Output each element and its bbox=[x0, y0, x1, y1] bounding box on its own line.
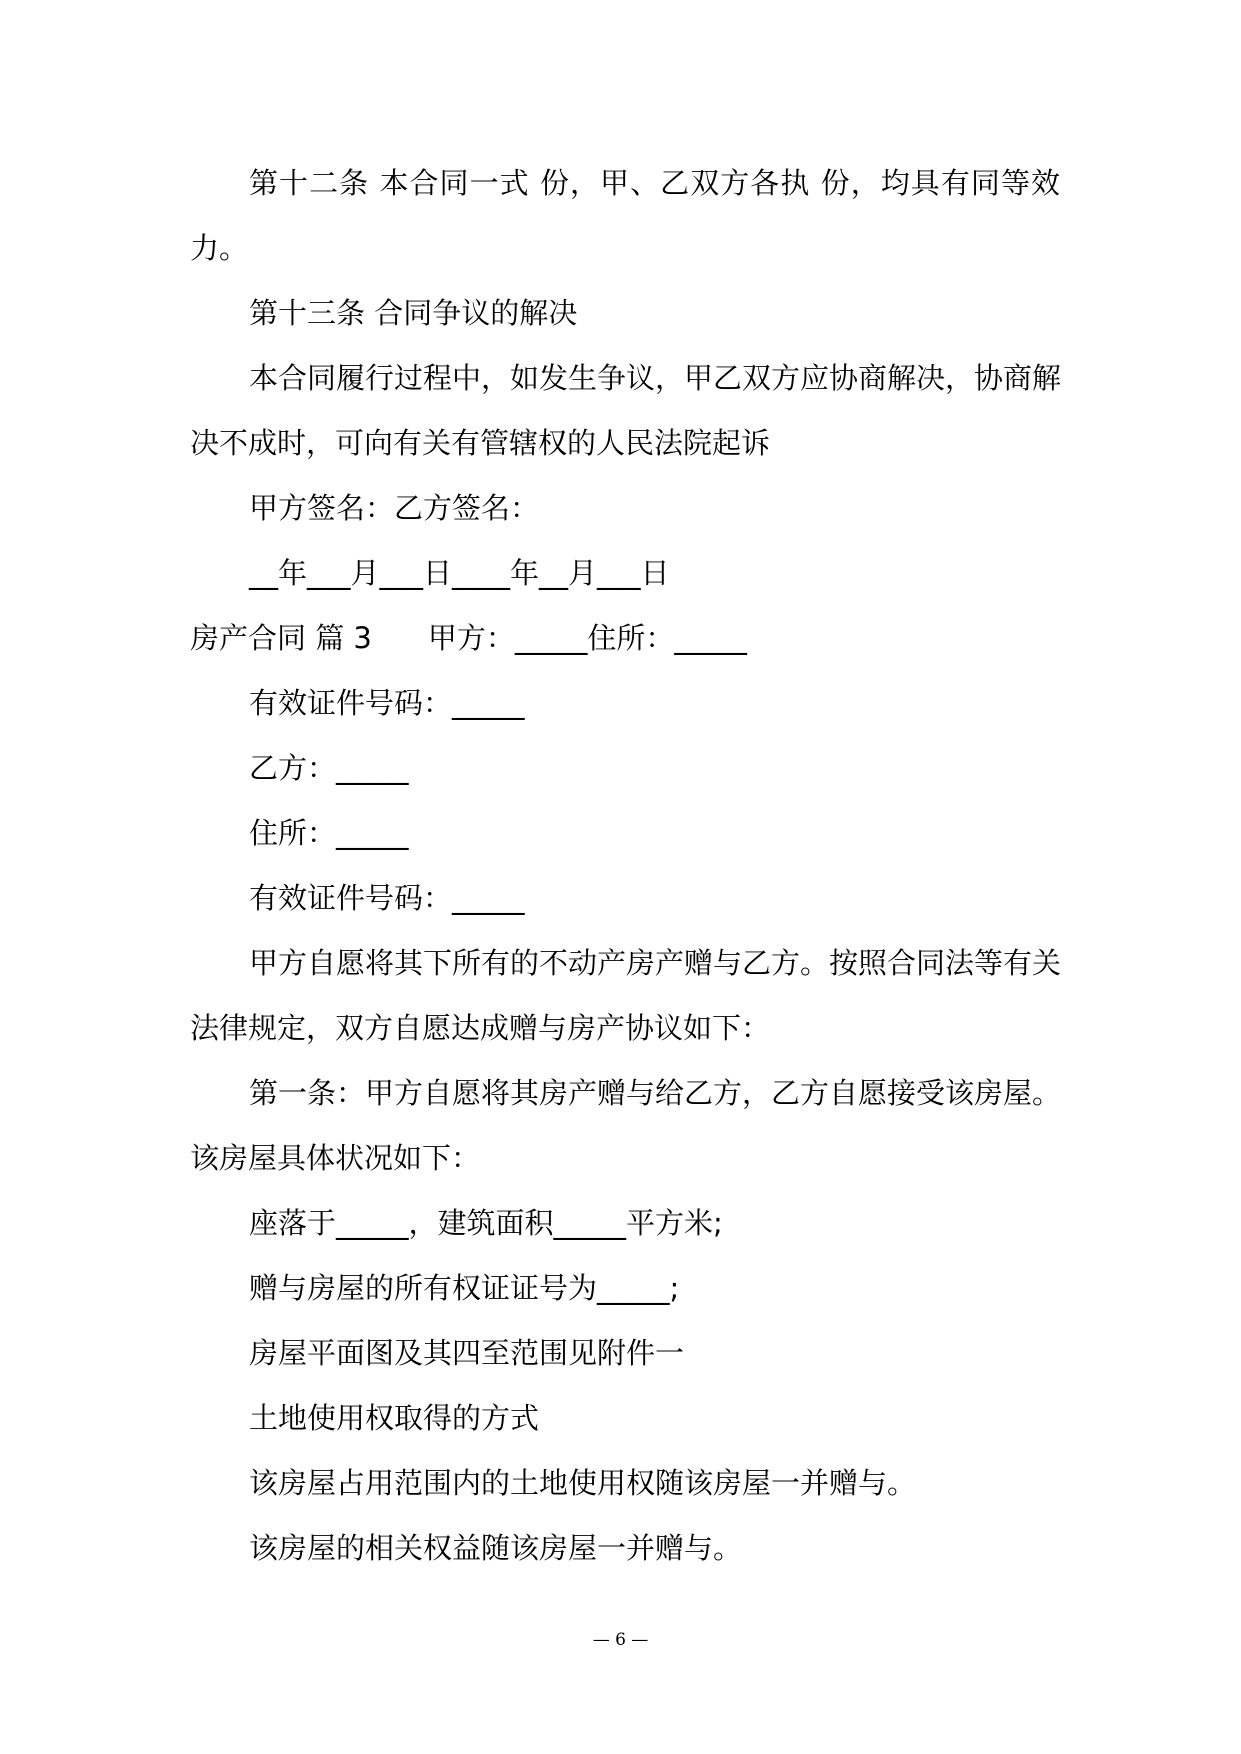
paragraph-line: 甲方自愿将其下所有的不动产房产赠与乙方。按照合同法等有关 bbox=[249, 946, 1062, 980]
paragraph-line: 法律规定，双方自愿达成赠与房产协议如下： bbox=[190, 1011, 771, 1045]
section-heading: 第十三条 合同争议的解决 bbox=[249, 296, 578, 330]
date-line: __年___月___日____年__月___日 bbox=[249, 556, 670, 590]
address-line: 住所：_____ bbox=[249, 816, 409, 850]
contract-title: 房产合同 篇 3 bbox=[190, 621, 372, 655]
paragraph-line: 房屋平面图及其四至范围见附件一 bbox=[249, 1336, 685, 1370]
paragraph-line: 座落于_____，建筑面积_____平方米; bbox=[249, 1206, 723, 1240]
paragraph-line: 决不成时，可向有关有管辖权的人民法院起诉 bbox=[190, 426, 771, 460]
party-a-line: 甲方：_____住所：_____ bbox=[427, 621, 747, 655]
paragraph-line: 力。 bbox=[190, 231, 249, 265]
contract-title-line bbox=[190, 618, 747, 658]
signature-line: 甲方签名：乙方签名： bbox=[249, 491, 540, 525]
id-number-line: 有效证件号码：_____ bbox=[249, 686, 525, 720]
page-number: — 6 — bbox=[592, 1630, 649, 1650]
paragraph-line: 土地使用权取得的方式 bbox=[249, 1401, 540, 1435]
paragraph-line: 该房屋占用范围内的土地使用权随该房屋一并赠与。 bbox=[249, 1466, 917, 1500]
party-b-line: 乙方：_____ bbox=[249, 751, 409, 785]
paragraph-line: 第一条：甲方自愿将其房产赠与给乙方，乙方自愿接受该房屋。 bbox=[249, 1076, 1062, 1110]
paragraph-line: 赠与房屋的所有权证证号为_____; bbox=[249, 1271, 680, 1305]
paragraph-line: 本合同履行过程中，如发生争议，甲乙双方应协商解决，协商解 bbox=[249, 361, 1062, 395]
paragraph-line: 该房屋的相关权益随该房屋一并赠与。 bbox=[249, 1531, 743, 1565]
id-number-line: 有效证件号码：_____ bbox=[249, 881, 525, 915]
paragraph-line: 第十二条 本合同一式 份，甲、乙双方各执 份，均具有同等效 bbox=[249, 166, 1060, 200]
paragraph-line: 该房屋具体状况如下： bbox=[190, 1141, 481, 1175]
